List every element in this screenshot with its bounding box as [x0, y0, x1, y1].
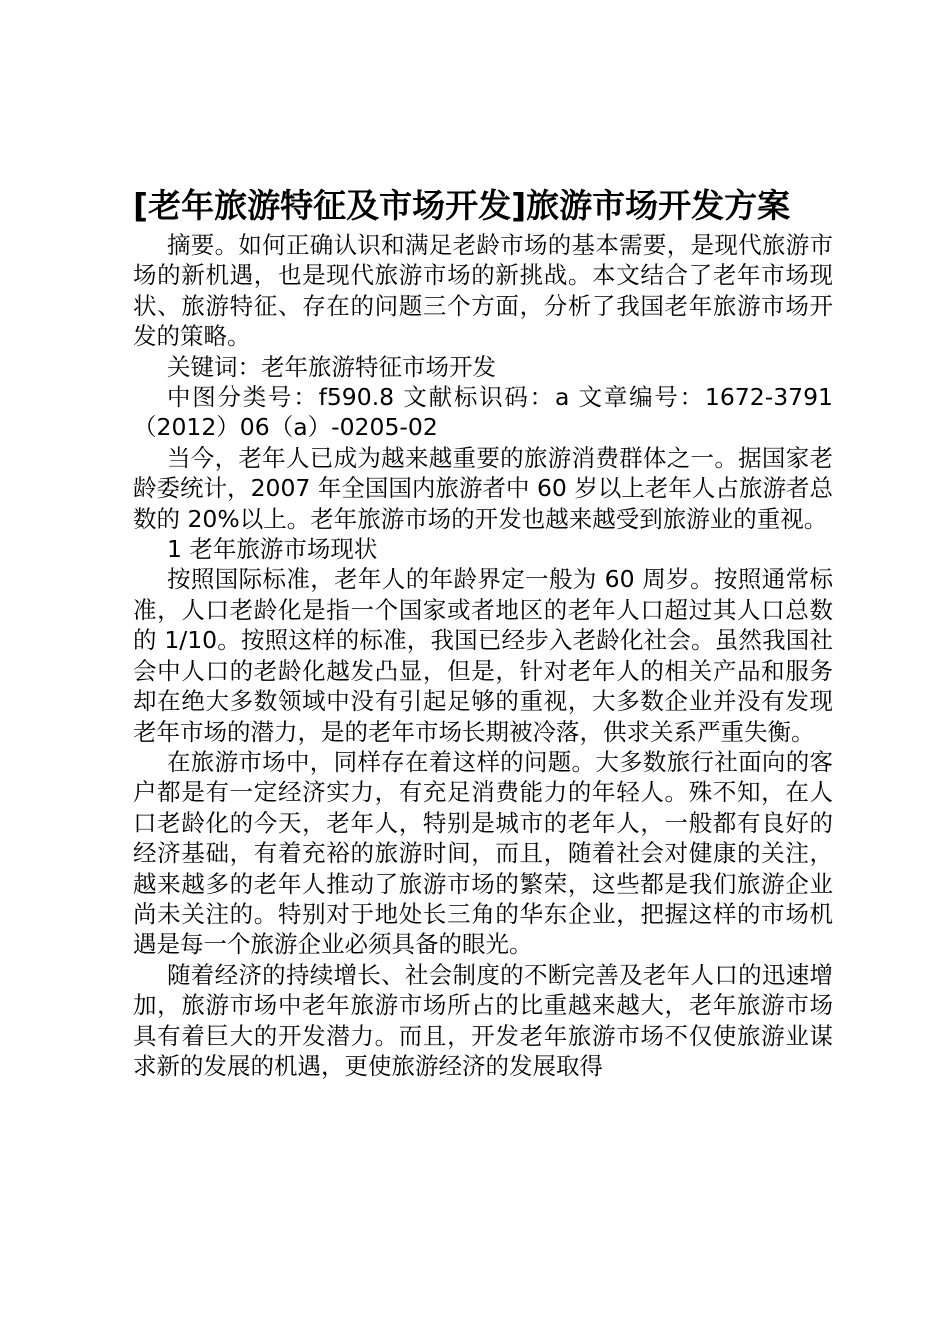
- document-title: [老年旅游特征及市场开发]旅游市场开发方案: [133, 186, 791, 225]
- classification-line: 中图分类号：f590.8 文献标识码：a 文章编号：1672-3791（2012）06（a）-0205-02: [133, 383, 833, 442]
- keywords-line: 关键词：老年旅游特征市场开发: [167, 352, 496, 381]
- body-paragraph: 按照国际标准，老年人的年龄界定一般为 60 周岁。按照通常标准，人口老龄化是指一个国家或者地区的老年人口超过其人口总数的 1/10。按照这样的标准，我国已经步入老龄化社会。虽然我国社会中人口的老龄化越发凸显，但是，针对老年人的相关产品和服务却在绝大多数领域中没有引起足够的重视，大多数企业并没有发现老年市场的潜力，是的老年市场长期被冷落，供求关系严重失衡。: [133, 565, 833, 746]
- body-paragraph: 在旅游市场中，同样存在着这样的问题。大多数旅行社面向的客户都是有一定经济实力，有充足消费能力的年轻人。殊不知，在人口老龄化的今天，老年人，特别是城市的老年人，一般都有良好的经济基础，有着充裕的旅游时间，而且，随着社会对健康的关注，越来越多的老年人推动了旅游市场的繁荣，这些都是我们旅游企业尚未关注的。特别对于地处长三角的华东企业，把握这样的市场机遇是每一个旅游企业必须具备的眼光。: [133, 747, 833, 959]
- document-page: [133, 184, 833, 1081]
- abstract-paragraph: 摘要。如何正确认识和满足老龄市场的基本需要，是现代旅游市场的新机遇，也是现代旅游市场的新挑战。本文结合了老年市场现状、旅游特征、存在的问题三个方面，分析了我国老年旅游市场开发的策略。: [133, 231, 833, 351]
- body-paragraph: 当今，老年人已成为越来越重要的旅游消费群体之一。据国家老龄委统计，2007 年全国国内旅游者中 60 岁以上老年人占旅游者总数的 20%以上。老年旅游市场的开发也越来越受到旅游业的重视。: [133, 443, 833, 533]
- body-paragraph: 随着经济的持续增长、社会制度的不断完善及老年人口的迅速增加，旅游市场中老年旅游市场所占的比重越来越大，老年旅游市场具有着巨大的开发潜力。而且，开发老年旅游市场不仅使旅游业谋求新的发展的机遇，更使旅游经济的发展取得: [133, 960, 833, 1080]
- section-heading: 1 老年旅游市场现状: [167, 535, 378, 564]
